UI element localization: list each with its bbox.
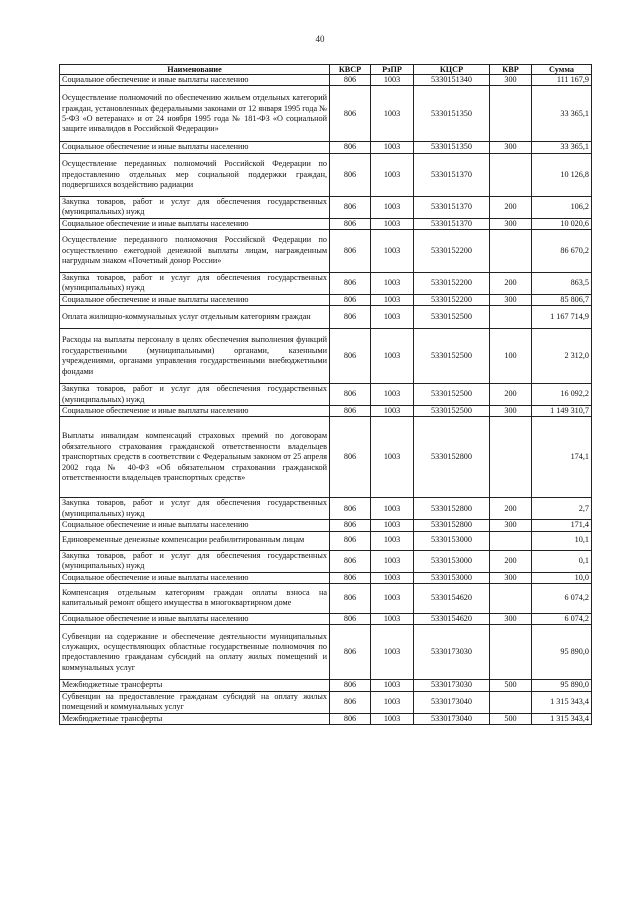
cell-kcsr: 5330154620 xyxy=(414,613,490,624)
cell-sum: 1 315 343,4 xyxy=(532,713,592,724)
cell-kvr: 200 xyxy=(490,196,532,218)
table-row xyxy=(60,417,592,498)
cell-name: Социальное обеспечение и иные выплаты населению xyxy=(60,294,330,305)
cell-sum: 10 126,8 xyxy=(532,153,592,196)
cell-kvr: 300 xyxy=(490,572,532,583)
cell-kvr xyxy=(490,306,532,329)
header-sum: Сумма xyxy=(532,65,592,75)
cell-name: Закупка товаров, работ и услуг для обеспечения государственных (муниципальных) нужд xyxy=(60,196,330,218)
cell-sum: 85 806,7 xyxy=(532,294,592,305)
cell-kvr: 200 xyxy=(490,498,532,520)
cell-kcsr: 5330173040 xyxy=(414,691,490,713)
cell-kvr: 300 xyxy=(490,294,532,305)
header-kvsr: КВСР xyxy=(330,65,371,75)
cell-kvsr: 806 xyxy=(330,531,371,550)
cell-name: Осуществление переданного полномочия Российской Федерации по осуществлению ежегодной денежной выплаты лицам, награжденным нагрудным знаком «Почетный донор России» xyxy=(60,230,330,273)
cell-name: Социальное обеспечение и иные выплаты населению xyxy=(60,572,330,583)
cell-rzpr: 1003 xyxy=(371,625,414,680)
cell-rzpr: 1003 xyxy=(371,384,414,406)
table-row xyxy=(60,572,592,583)
cell-name: Единовременные денежные компенсации реабилитированным лицам xyxy=(60,531,330,550)
cell-kcsr: 5330153000 xyxy=(414,531,490,550)
cell-name: Закупка товаров, работ и услуг для обеспечения государственных (муниципальных) нужд xyxy=(60,384,330,406)
cell-rzpr: 1003 xyxy=(371,531,414,550)
cell-kcsr: 5330152500 xyxy=(414,306,490,329)
cell-kvsr: 806 xyxy=(330,86,371,142)
cell-kcsr: 5330152200 xyxy=(414,273,490,295)
table-row xyxy=(60,273,592,295)
cell-kvr: 200 xyxy=(490,550,532,572)
table-row xyxy=(60,713,592,724)
table-row xyxy=(60,384,592,406)
table-row xyxy=(60,75,592,86)
cell-rzpr: 1003 xyxy=(371,691,414,713)
cell-kvsr: 806 xyxy=(330,384,371,406)
cell-sum: 2 312,0 xyxy=(532,329,592,384)
table-row xyxy=(60,550,592,572)
cell-kcsr: 5330173040 xyxy=(414,713,490,724)
cell-kvr: 300 xyxy=(490,142,532,153)
cell-sum: 6 074,2 xyxy=(532,613,592,624)
table-row xyxy=(60,520,592,531)
cell-rzpr: 1003 xyxy=(371,218,414,229)
cell-sum: 106,2 xyxy=(532,196,592,218)
cell-rzpr: 1003 xyxy=(371,713,414,724)
cell-kvsr: 806 xyxy=(330,417,371,498)
cell-kcsr: 5330153000 xyxy=(414,572,490,583)
cell-kvsr: 806 xyxy=(330,329,371,384)
cell-kvr xyxy=(490,230,532,273)
cell-name: Социальное обеспечение и иные выплаты населению xyxy=(60,406,330,417)
cell-sum: 10,1 xyxy=(532,531,592,550)
cell-rzpr: 1003 xyxy=(371,230,414,273)
cell-rzpr: 1003 xyxy=(371,550,414,572)
header-kvr: КВР xyxy=(490,65,532,75)
cell-kvsr: 806 xyxy=(330,583,371,613)
cell-kvsr: 806 xyxy=(330,230,371,273)
cell-kvsr: 806 xyxy=(330,572,371,583)
cell-sum: 95 890,0 xyxy=(532,625,592,680)
cell-rzpr: 1003 xyxy=(371,329,414,384)
cell-kvr: 300 xyxy=(490,218,532,229)
cell-kcsr: 5330173030 xyxy=(414,625,490,680)
table-row xyxy=(60,86,592,142)
cell-kcsr: 5330152500 xyxy=(414,384,490,406)
cell-kvsr: 806 xyxy=(330,713,371,724)
table-row xyxy=(60,153,592,196)
cell-kcsr: 5330151370 xyxy=(414,218,490,229)
cell-name: Закупка товаров, работ и услуг для обеспечения государственных (муниципальных) нужд xyxy=(60,550,330,572)
cell-sum: 33 365,1 xyxy=(532,142,592,153)
cell-kcsr: 5330173030 xyxy=(414,680,490,691)
cell-name: Осуществление переданных полномочий Российской Федерации по предоставлению отдельных мер социальной поддержки граждан, подвергшихся воздействию радиации xyxy=(60,153,330,196)
cell-name: Межбюджетные трансферты xyxy=(60,680,330,691)
cell-kvr xyxy=(490,417,532,498)
cell-kcsr: 5330151340 xyxy=(414,75,490,86)
cell-name: Расходы на выплаты персоналу в целях обеспечения выполнения функций государственными (муниципальными) органами, казенными учреждениями, органами управления государственными внебюджетными фондами xyxy=(60,329,330,384)
table-row xyxy=(60,625,592,680)
cell-kvr xyxy=(490,531,532,550)
cell-rzpr: 1003 xyxy=(371,406,414,417)
cell-kvr: 100 xyxy=(490,329,532,384)
cell-sum: 111 167,9 xyxy=(532,75,592,86)
cell-name: Закупка товаров, работ и услуг для обеспечения государственных (муниципальных) нужд xyxy=(60,498,330,520)
cell-name: Компенсация отдельным категориям граждан оплаты взноса на капитальный ремонт общего имущества в многоквартирном доме xyxy=(60,583,330,613)
table-row xyxy=(60,329,592,384)
cell-sum: 6 074,2 xyxy=(532,583,592,613)
page-number: 40 xyxy=(315,34,325,44)
table-row xyxy=(60,531,592,550)
cell-kvsr: 806 xyxy=(330,406,371,417)
header-rzpr: РзПР xyxy=(371,65,414,75)
cell-kvr xyxy=(490,153,532,196)
cell-rzpr: 1003 xyxy=(371,680,414,691)
budget-table xyxy=(59,64,592,725)
cell-sum: 10 020,6 xyxy=(532,218,592,229)
cell-kcsr: 5330153000 xyxy=(414,550,490,572)
table-row xyxy=(60,142,592,153)
cell-kvr: 500 xyxy=(490,713,532,724)
cell-rzpr: 1003 xyxy=(371,613,414,624)
cell-rzpr: 1003 xyxy=(371,306,414,329)
cell-kvsr: 806 xyxy=(330,75,371,86)
cell-kvr: 200 xyxy=(490,384,532,406)
cell-kvsr: 806 xyxy=(330,613,371,624)
cell-kvsr: 806 xyxy=(330,218,371,229)
cell-rzpr: 1003 xyxy=(371,142,414,153)
table-row xyxy=(60,306,592,329)
cell-name: Социальное обеспечение и иные выплаты населению xyxy=(60,520,330,531)
cell-kvsr: 806 xyxy=(330,294,371,305)
header-name: Наименование xyxy=(60,65,330,75)
cell-sum: 0,1 xyxy=(532,550,592,572)
cell-name: Межбюджетные трансферты xyxy=(60,713,330,724)
cell-kvsr: 806 xyxy=(330,273,371,295)
cell-rzpr: 1003 xyxy=(371,294,414,305)
cell-kvsr: 806 xyxy=(330,550,371,572)
table-row xyxy=(60,583,592,613)
cell-kvr: 300 xyxy=(490,75,532,86)
cell-name: Закупка товаров, работ и услуг для обеспечения государственных (муниципальных) нужд xyxy=(60,273,330,295)
cell-name: Социальное обеспечение и иные выплаты населению xyxy=(60,613,330,624)
cell-kvr: 200 xyxy=(490,273,532,295)
table-row xyxy=(60,613,592,624)
cell-kvsr: 806 xyxy=(330,498,371,520)
cell-kcsr: 5330152500 xyxy=(414,406,490,417)
table-row xyxy=(60,218,592,229)
table-row xyxy=(60,196,592,218)
cell-sum: 95 890,0 xyxy=(532,680,592,691)
cell-kvr: 300 xyxy=(490,613,532,624)
cell-kvsr: 806 xyxy=(330,625,371,680)
table-body xyxy=(60,75,592,725)
cell-kcsr: 5330152200 xyxy=(414,294,490,305)
cell-name: Субвенции на предоставление гражданам субсидий на оплату жилых помещений и коммунальных услуг xyxy=(60,691,330,713)
cell-kvr xyxy=(490,86,532,142)
cell-sum: 863,5 xyxy=(532,273,592,295)
cell-rzpr: 1003 xyxy=(371,520,414,531)
cell-name: Субвенции на содержание и обеспечение деятельности муниципальных служащих, осуществляющих областные государственные полномочия по предоставлению гражданам субсидий на оплату жилых помещений и коммунальных услуг xyxy=(60,625,330,680)
cell-rzpr: 1003 xyxy=(371,86,414,142)
cell-kvsr: 806 xyxy=(330,520,371,531)
cell-sum: 33 365,1 xyxy=(532,86,592,142)
cell-sum: 2,7 xyxy=(532,498,592,520)
table-row xyxy=(60,691,592,713)
cell-kcsr: 5330152800 xyxy=(414,417,490,498)
cell-kcsr: 5330154620 xyxy=(414,583,490,613)
cell-kvsr: 806 xyxy=(330,196,371,218)
cell-kcsr: 5330152800 xyxy=(414,520,490,531)
cell-kcsr: 5330151350 xyxy=(414,86,490,142)
cell-kvsr: 806 xyxy=(330,306,371,329)
cell-kcsr: 5330152800 xyxy=(414,498,490,520)
cell-kcsr: 5330152200 xyxy=(414,230,490,273)
header-kcsr: КЦСР xyxy=(414,65,490,75)
cell-rzpr: 1003 xyxy=(371,196,414,218)
cell-kcsr: 5330152500 xyxy=(414,329,490,384)
cell-name: Выплаты инвалидам компенсаций страховых премий по договорам обязательного страхования гражданской ответственности владельцев транспортных средств в соответствии с Федеральным законом от 25 апреля 2002 года № 40-ФЗ «Об обязательном страховании гражданской ответственности владельцев транспортных средств» xyxy=(60,417,330,498)
cell-kvr: 300 xyxy=(490,406,532,417)
cell-rzpr: 1003 xyxy=(371,417,414,498)
cell-sum: 86 670,2 xyxy=(532,230,592,273)
cell-kcsr: 5330151350 xyxy=(414,142,490,153)
table-header-row xyxy=(60,65,592,75)
cell-rzpr: 1003 xyxy=(371,75,414,86)
cell-kvr: 500 xyxy=(490,680,532,691)
table-row xyxy=(60,680,592,691)
table-row xyxy=(60,498,592,520)
cell-kvr xyxy=(490,691,532,713)
cell-rzpr: 1003 xyxy=(371,572,414,583)
cell-kcsr: 5330151370 xyxy=(414,196,490,218)
cell-name: Осуществление полномочий по обеспечению жильем отдельных категорий граждан, установленных федеральными законами от 12 января 1995 года № 5-ФЗ «О ветеранах» и от 24 ноября 1995 года № 181-ФЗ «О социальной защите инвалидов в Российской Федерации» xyxy=(60,86,330,142)
cell-sum: 1 315 343,4 xyxy=(532,691,592,713)
cell-kvr: 300 xyxy=(490,520,532,531)
cell-kcsr: 5330151370 xyxy=(414,153,490,196)
table-row xyxy=(60,230,592,273)
cell-name: Социальное обеспечение и иные выплаты населению xyxy=(60,218,330,229)
cell-sum: 1 149 310,7 xyxy=(532,406,592,417)
cell-sum: 10,0 xyxy=(532,572,592,583)
cell-name: Оплата жилищно-коммунальных услуг отдельным категориям граждан xyxy=(60,306,330,329)
cell-rzpr: 1003 xyxy=(371,153,414,196)
cell-name: Социальное обеспечение и иные выплаты населению xyxy=(60,142,330,153)
cell-kvsr: 806 xyxy=(330,142,371,153)
cell-kvr xyxy=(490,583,532,613)
cell-rzpr: 1003 xyxy=(371,583,414,613)
cell-sum: 1 167 714,9 xyxy=(532,306,592,329)
cell-kvsr: 806 xyxy=(330,691,371,713)
cell-rzpr: 1003 xyxy=(371,498,414,520)
cell-kvsr: 806 xyxy=(330,680,371,691)
cell-sum: 16 092,2 xyxy=(532,384,592,406)
cell-sum: 174,1 xyxy=(532,417,592,498)
table-row xyxy=(60,406,592,417)
cell-sum: 171,4 xyxy=(532,520,592,531)
cell-rzpr: 1003 xyxy=(371,273,414,295)
cell-kvr xyxy=(490,625,532,680)
cell-kvsr: 806 xyxy=(330,153,371,196)
table-row xyxy=(60,294,592,305)
cell-name: Социальное обеспечение и иные выплаты населению xyxy=(60,75,330,86)
